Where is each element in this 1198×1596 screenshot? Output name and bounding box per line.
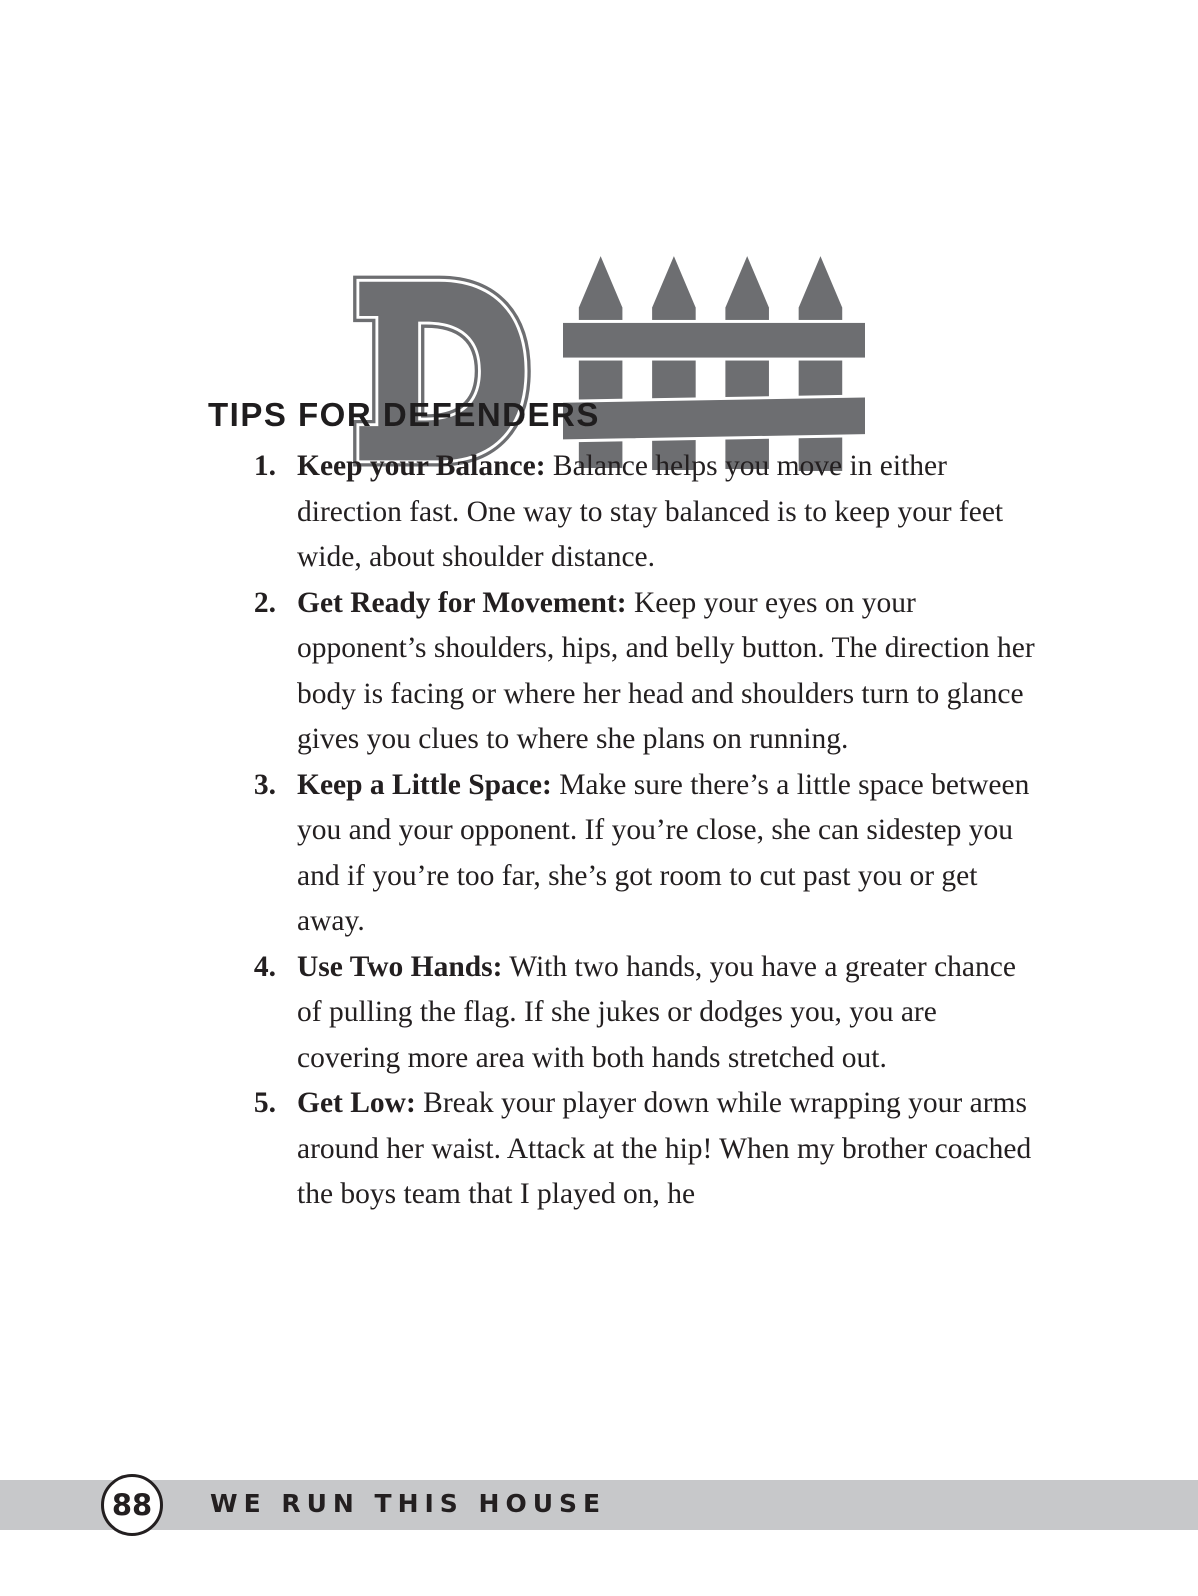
tip-number: 5.	[253, 1087, 276, 1119]
tip-text: With two hands, you have a greater chance of pulling the flag. If she jukes or dodges you, you are covering more area with both hands stretched out.	[297, 950, 1016, 1074]
tip-item-3	[208, 763, 1038, 945]
tip-number: 2.	[253, 586, 276, 619]
book-title: WE RUN THIS HOUSE	[210, 1489, 607, 1518]
tip-item-5	[208, 1081, 1038, 1218]
tip-item-4	[208, 945, 1038, 1082]
varsity-letter-d-icon	[346, 272, 536, 472]
d-fence-graphic	[0, 126, 1198, 356]
tip-number: 4.	[253, 950, 276, 983]
tip-text: Make sure there’s a little space between you and your opponent. If you’re close, she can sidestep you and if you’re too far, she’s got room to cut past you or get away.	[297, 768, 1030, 937]
tip-text: Balance helps you move in either direction fast. One way to stay balanced is to keep your feet wide, about shoulder distance.	[297, 450, 1004, 573]
tips-list	[208, 444, 1038, 1218]
tip-lead: Keep a Little Space:	[297, 768, 552, 801]
section-heading: TIPS FOR DEFENDERS	[208, 396, 600, 433]
tip-lead: Keep your Balance:	[297, 450, 546, 482]
tip-number: 1.	[253, 450, 276, 482]
page-number-badge: 88	[101, 1474, 163, 1536]
tip-lead: Use Two Hands:	[297, 950, 503, 983]
tip-lead: Get Ready for Movement:	[297, 586, 627, 619]
tip-lead: Get Low:	[297, 1087, 416, 1119]
tip-item-1	[208, 444, 1038, 581]
tip-item-2	[208, 581, 1038, 763]
tip-text: Keep your eyes on your opponent’s shoulders, hips, and belly button. The direction her body is facing or where her head and shoulders turn to glance gives you clues to where she plans on running.	[297, 586, 1035, 755]
tip-text: Break your player down while wrapping your arms around her waist. Attack at the hip! When my brother coached the boys team that I played on, he	[297, 1087, 1032, 1210]
tip-number: 3.	[253, 768, 276, 801]
